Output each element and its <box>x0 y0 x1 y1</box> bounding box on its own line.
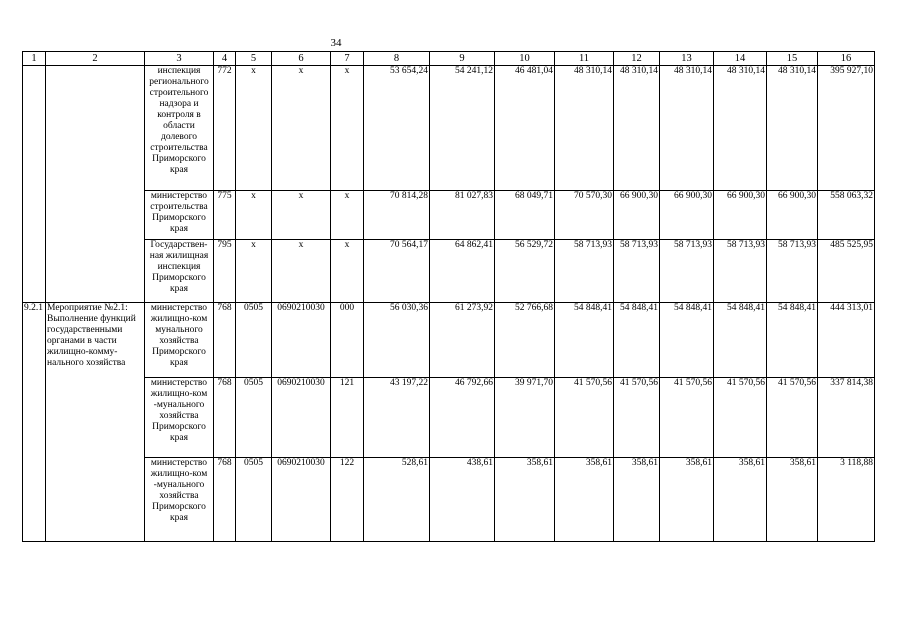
table-row <box>23 303 875 378</box>
value-cell: 53 654,24 <box>364 66 430 191</box>
value-cell: 54 241,12 <box>430 66 495 191</box>
total-cell: 395 927,10 <box>818 66 875 191</box>
value-cell: 54 848,41 <box>614 303 660 378</box>
code-cell: х <box>236 240 272 303</box>
executor-cell: инспекция регионального строительного надзора и контроля в области долевого строительства Приморского края <box>145 66 214 191</box>
measure-name-cell: Мероприятие №2.1: Выполнение функций государственными органами в части жилищно-комму-нального хозяйства <box>46 303 145 542</box>
value-cell: 438,61 <box>430 458 495 542</box>
value-cell: 58 713,93 <box>660 240 714 303</box>
table-row <box>23 378 875 458</box>
code-cell: х <box>331 66 364 191</box>
code-cell: 0690210030 <box>272 378 331 458</box>
column-header: 2 <box>46 52 145 66</box>
code-cell: 122 <box>331 458 364 542</box>
value-cell: 48 310,14 <box>614 66 660 191</box>
executor-cell: министерство жилищно-ком -мунального хозяйства Приморского края <box>145 458 214 542</box>
code-cell: 0505 <box>236 458 272 542</box>
table-row <box>23 191 875 240</box>
value-cell: 48 310,14 <box>660 66 714 191</box>
value-cell: 54 848,41 <box>714 303 767 378</box>
column-header: 3 <box>145 52 214 66</box>
value-cell: 48 310,14 <box>714 66 767 191</box>
column-header: 13 <box>660 52 714 66</box>
value-cell: 358,61 <box>714 458 767 542</box>
code-cell: 0505 <box>236 303 272 378</box>
value-cell: 358,61 <box>660 458 714 542</box>
table-row <box>23 458 875 542</box>
code-cell: 795 <box>214 240 236 303</box>
total-cell: 444 313,01 <box>818 303 875 378</box>
value-cell: 70 564,17 <box>364 240 430 303</box>
column-header: 1 <box>23 52 46 66</box>
column-header: 15 <box>767 52 818 66</box>
value-cell: 46 481,04 <box>495 66 555 191</box>
code-cell: 768 <box>214 303 236 378</box>
value-cell: 41 570,56 <box>614 378 660 458</box>
executor-cell: министерство строительства Приморского края <box>145 191 214 240</box>
total-cell: 3 118,88 <box>818 458 875 542</box>
value-cell: 70 570,30 <box>555 191 614 240</box>
code-cell: 768 <box>214 458 236 542</box>
column-header: 4 <box>214 52 236 66</box>
column-header: 9 <box>430 52 495 66</box>
value-cell: 41 570,56 <box>767 378 818 458</box>
value-cell: 66 900,30 <box>660 191 714 240</box>
column-header: 11 <box>555 52 614 66</box>
value-cell: 70 814,28 <box>364 191 430 240</box>
value-cell: 81 027,83 <box>430 191 495 240</box>
value-cell: 58 713,93 <box>767 240 818 303</box>
column-header: 14 <box>714 52 767 66</box>
value-cell: 48 310,14 <box>555 66 614 191</box>
value-cell: 528,61 <box>364 458 430 542</box>
value-cell: 41 570,56 <box>555 378 614 458</box>
value-cell: 58 713,93 <box>555 240 614 303</box>
total-cell: 558 063,32 <box>818 191 875 240</box>
page-number: 34 <box>330 37 342 49</box>
column-header: 12 <box>614 52 660 66</box>
code-cell: х <box>236 66 272 191</box>
column-header: 5 <box>236 52 272 66</box>
value-cell: 358,61 <box>767 458 818 542</box>
value-cell: 41 570,56 <box>714 378 767 458</box>
code-cell: 772 <box>214 66 236 191</box>
total-cell: 337 814,38 <box>818 378 875 458</box>
executor-cell: министерство жилищно-ком -мунального хозяйства Приморского края <box>145 378 214 458</box>
executor-cell: Государствен-ная жилищная инспекция Приморского края <box>145 240 214 303</box>
value-cell: 61 273,92 <box>430 303 495 378</box>
code-cell: 0690210030 <box>272 458 331 542</box>
code-cell: 0505 <box>236 378 272 458</box>
value-cell: 48 310,14 <box>767 66 818 191</box>
measure-number-cell: 9.2.1 <box>23 303 46 542</box>
column-header: 7 <box>331 52 364 66</box>
value-cell: 58 713,93 <box>614 240 660 303</box>
code-cell: 000 <box>331 303 364 378</box>
table-row <box>23 66 875 191</box>
value-cell: 56 529,72 <box>495 240 555 303</box>
total-cell: 485 525,95 <box>818 240 875 303</box>
value-cell: 58 713,93 <box>714 240 767 303</box>
value-cell: 358,61 <box>555 458 614 542</box>
value-cell: 54 848,41 <box>767 303 818 378</box>
value-cell: 39 971,70 <box>495 378 555 458</box>
value-cell: 52 766,68 <box>495 303 555 378</box>
table-row <box>23 240 875 303</box>
value-cell: 68 049,71 <box>495 191 555 240</box>
code-cell: 0690210030 <box>272 303 331 378</box>
value-cell: 66 900,30 <box>714 191 767 240</box>
column-header: 10 <box>495 52 555 66</box>
column-header: 6 <box>272 52 331 66</box>
code-cell: 775 <box>214 191 236 240</box>
code-cell: х <box>272 191 331 240</box>
value-cell: 66 900,30 <box>614 191 660 240</box>
value-cell: 41 570,56 <box>660 378 714 458</box>
value-cell: 54 848,41 <box>555 303 614 378</box>
code-cell: х <box>331 240 364 303</box>
value-cell: 358,61 <box>614 458 660 542</box>
column-number-row <box>23 52 875 66</box>
empty-number-cell <box>23 66 46 303</box>
budget-table <box>22 51 875 542</box>
code-cell: х <box>236 191 272 240</box>
code-cell: 121 <box>331 378 364 458</box>
code-cell: х <box>272 240 331 303</box>
code-cell: х <box>272 66 331 191</box>
code-cell: х <box>331 191 364 240</box>
value-cell: 56 030,36 <box>364 303 430 378</box>
value-cell: 43 197,22 <box>364 378 430 458</box>
value-cell: 54 848,41 <box>660 303 714 378</box>
executor-cell: министерство жилищно-ком мунального хозяйства Приморского края <box>145 303 214 378</box>
code-cell: 768 <box>214 378 236 458</box>
value-cell: 358,61 <box>495 458 555 542</box>
empty-name-cell <box>46 66 145 303</box>
value-cell: 64 862,41 <box>430 240 495 303</box>
value-cell: 46 792,66 <box>430 378 495 458</box>
column-header: 8 <box>364 52 430 66</box>
value-cell: 66 900,30 <box>767 191 818 240</box>
column-header: 16 <box>818 52 875 66</box>
